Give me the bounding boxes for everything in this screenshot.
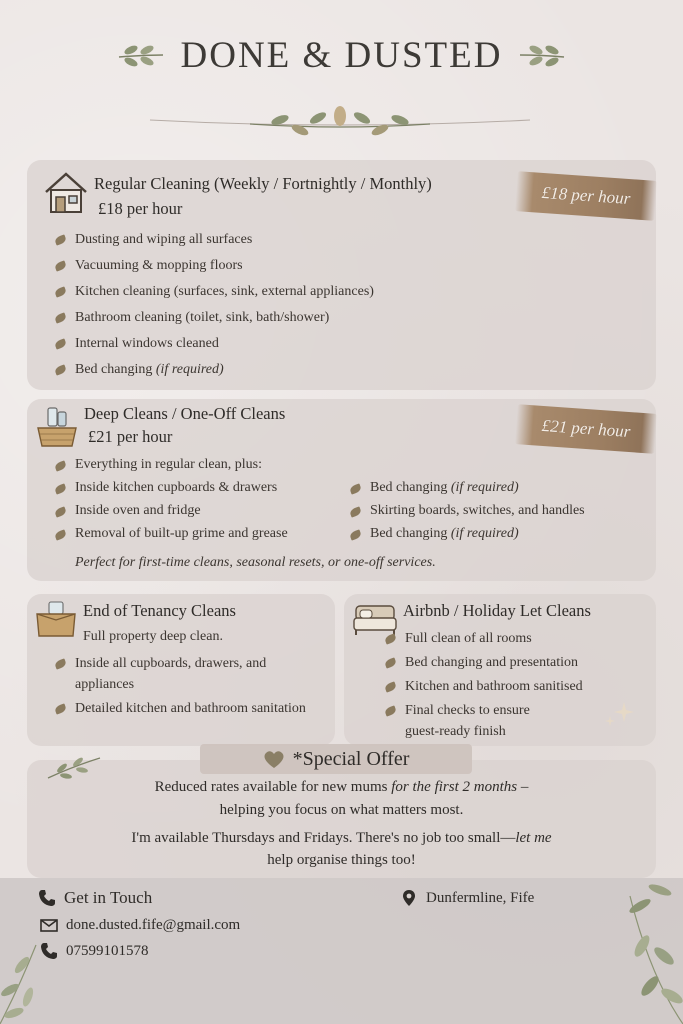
contact-location: Dunfermline, Fife <box>426 889 535 906</box>
cleaning-basket-icon <box>34 402 80 450</box>
leaf-bullet-icon <box>384 633 397 644</box>
list-item: Everything in regular clean, plus: <box>55 453 288 476</box>
leaf-bullet-icon <box>54 529 67 540</box>
list-item: Internal windows cleaned <box>55 331 374 357</box>
contact-title: Get in Touch <box>64 888 153 907</box>
list-item: Bed changing (if required) <box>350 476 585 499</box>
list-item: Inside kitchen cupboards & drawers <box>55 476 288 499</box>
list-item: Removal of built-up grime and grease <box>55 522 288 545</box>
list-item: Inside oven and fridge <box>55 499 288 522</box>
list-item: Bed changing (if required) <box>350 522 585 545</box>
list-item: Kitchen cleaning (surfaces, sink, external appliances) <box>55 279 374 305</box>
list-item: Full clean of all rooms <box>385 628 645 649</box>
end-of-tenancy-title: End of Tenancy Cleans <box>83 601 236 620</box>
box-icon <box>35 600 77 640</box>
leaf-bullet-icon <box>54 658 67 669</box>
regular-price-ribbon: £18 per hour <box>515 171 657 221</box>
deep-price-ribbon: £21 per hour <box>515 404 657 454</box>
contact-phone[interactable]: 07599101578 <box>66 942 149 959</box>
leaf-bullet-icon <box>54 460 67 471</box>
contact-heading <box>38 888 152 908</box>
leaf-bullet-icon <box>349 483 362 494</box>
list-item: Inside all cupboards, drawers, and appliances <box>55 653 325 695</box>
list-item: Bed changing (if required) <box>55 357 374 383</box>
list-item: Detailed kitchen and bathroom sanitation <box>55 698 325 719</box>
sparkle-icon <box>600 700 636 730</box>
list-item: Final checks to ensure guest-ready finish <box>385 700 555 742</box>
airbnb-title: Airbnb / Holiday Let Cleans <box>403 601 591 620</box>
list-item: Bathroom cleaning (toilet, sink, bath/shower) <box>55 305 374 331</box>
location-pin-icon <box>400 889 418 907</box>
offer-line-4: help organise things too! <box>267 852 416 868</box>
page-title: DONE & DUSTED <box>180 34 503 76</box>
contact-email[interactable]: done.dusted.fife@gmail.com <box>66 916 241 933</box>
leaf-bullet-icon <box>54 364 67 375</box>
list-item: Bed changing and presentation <box>385 652 645 673</box>
end-of-tenancy-intro: Full property deep clean. <box>83 629 223 644</box>
leaf-sprig-icon <box>46 754 102 782</box>
regular-cleaning-price: £18 per hour <box>98 199 183 218</box>
leaf-divider-icon <box>140 100 540 150</box>
offer-line-2: helping you focus on what matters most. <box>219 802 464 818</box>
regular-cleaning-title: Regular Cleaning (Weekly / Fortnightly / Monthly) <box>94 174 432 193</box>
leaf-bullet-icon <box>54 506 67 517</box>
title-row <box>0 30 683 80</box>
leaf-bullet-icon <box>54 483 67 494</box>
deep-cleans-list-right <box>350 476 585 545</box>
list-item: Vacuuming & mopping floors <box>55 253 374 279</box>
end-of-tenancy-list <box>55 653 325 722</box>
leaf-branch-left-icon <box>117 41 165 69</box>
leaf-bullet-icon <box>54 703 67 714</box>
leaf-cluster-left-icon <box>0 935 56 1024</box>
contact-location-row <box>400 889 534 907</box>
leaf-bullet-icon <box>384 657 397 668</box>
leaf-bullet-icon <box>54 312 67 323</box>
contact-email-row[interactable] <box>40 916 240 934</box>
house-icon <box>42 170 90 214</box>
heart-icon <box>263 749 285 769</box>
regular-cleaning-list <box>55 227 374 383</box>
leaf-bullet-icon <box>54 286 67 297</box>
offer-line-1: Reduced rates available for new mums for the first 2 months – <box>154 779 529 795</box>
special-offer-title: *Special Offer <box>292 747 410 770</box>
leaf-bullet-icon <box>349 529 362 540</box>
leaf-bullet-icon <box>54 338 67 349</box>
leaf-bullet-icon <box>54 234 67 245</box>
deep-cleans-price: £21 per hour <box>88 427 173 446</box>
contact-phone-row[interactable] <box>40 942 149 960</box>
leaf-bullet-icon <box>384 681 397 692</box>
envelope-icon <box>40 916 58 934</box>
leaf-branch-right-icon <box>518 41 566 69</box>
leaf-bullet-icon <box>54 260 67 271</box>
deep-cleans-tagline: Perfect for first-time cleans, seasonal resets, or one-off services. <box>75 555 436 570</box>
offer-line-3: I'm available Thursdays and Fridays. There's no job too small—let me <box>131 830 552 846</box>
list-item: Skirting boards, switches, and handles <box>350 499 585 522</box>
leaf-bullet-icon <box>384 705 397 716</box>
deep-cleans-title: Deep Cleans / One-Off Cleans <box>84 404 286 423</box>
special-offer-header <box>200 744 472 774</box>
list-item: Dusting and wiping all surfaces <box>55 227 374 253</box>
list-item: Kitchen and bathroom sanitised <box>385 676 645 697</box>
deep-cleans-list-left <box>55 453 288 545</box>
leaf-bullet-icon <box>349 506 362 517</box>
phone-icon <box>38 889 56 907</box>
leaf-cluster-right-icon <box>600 876 683 1024</box>
